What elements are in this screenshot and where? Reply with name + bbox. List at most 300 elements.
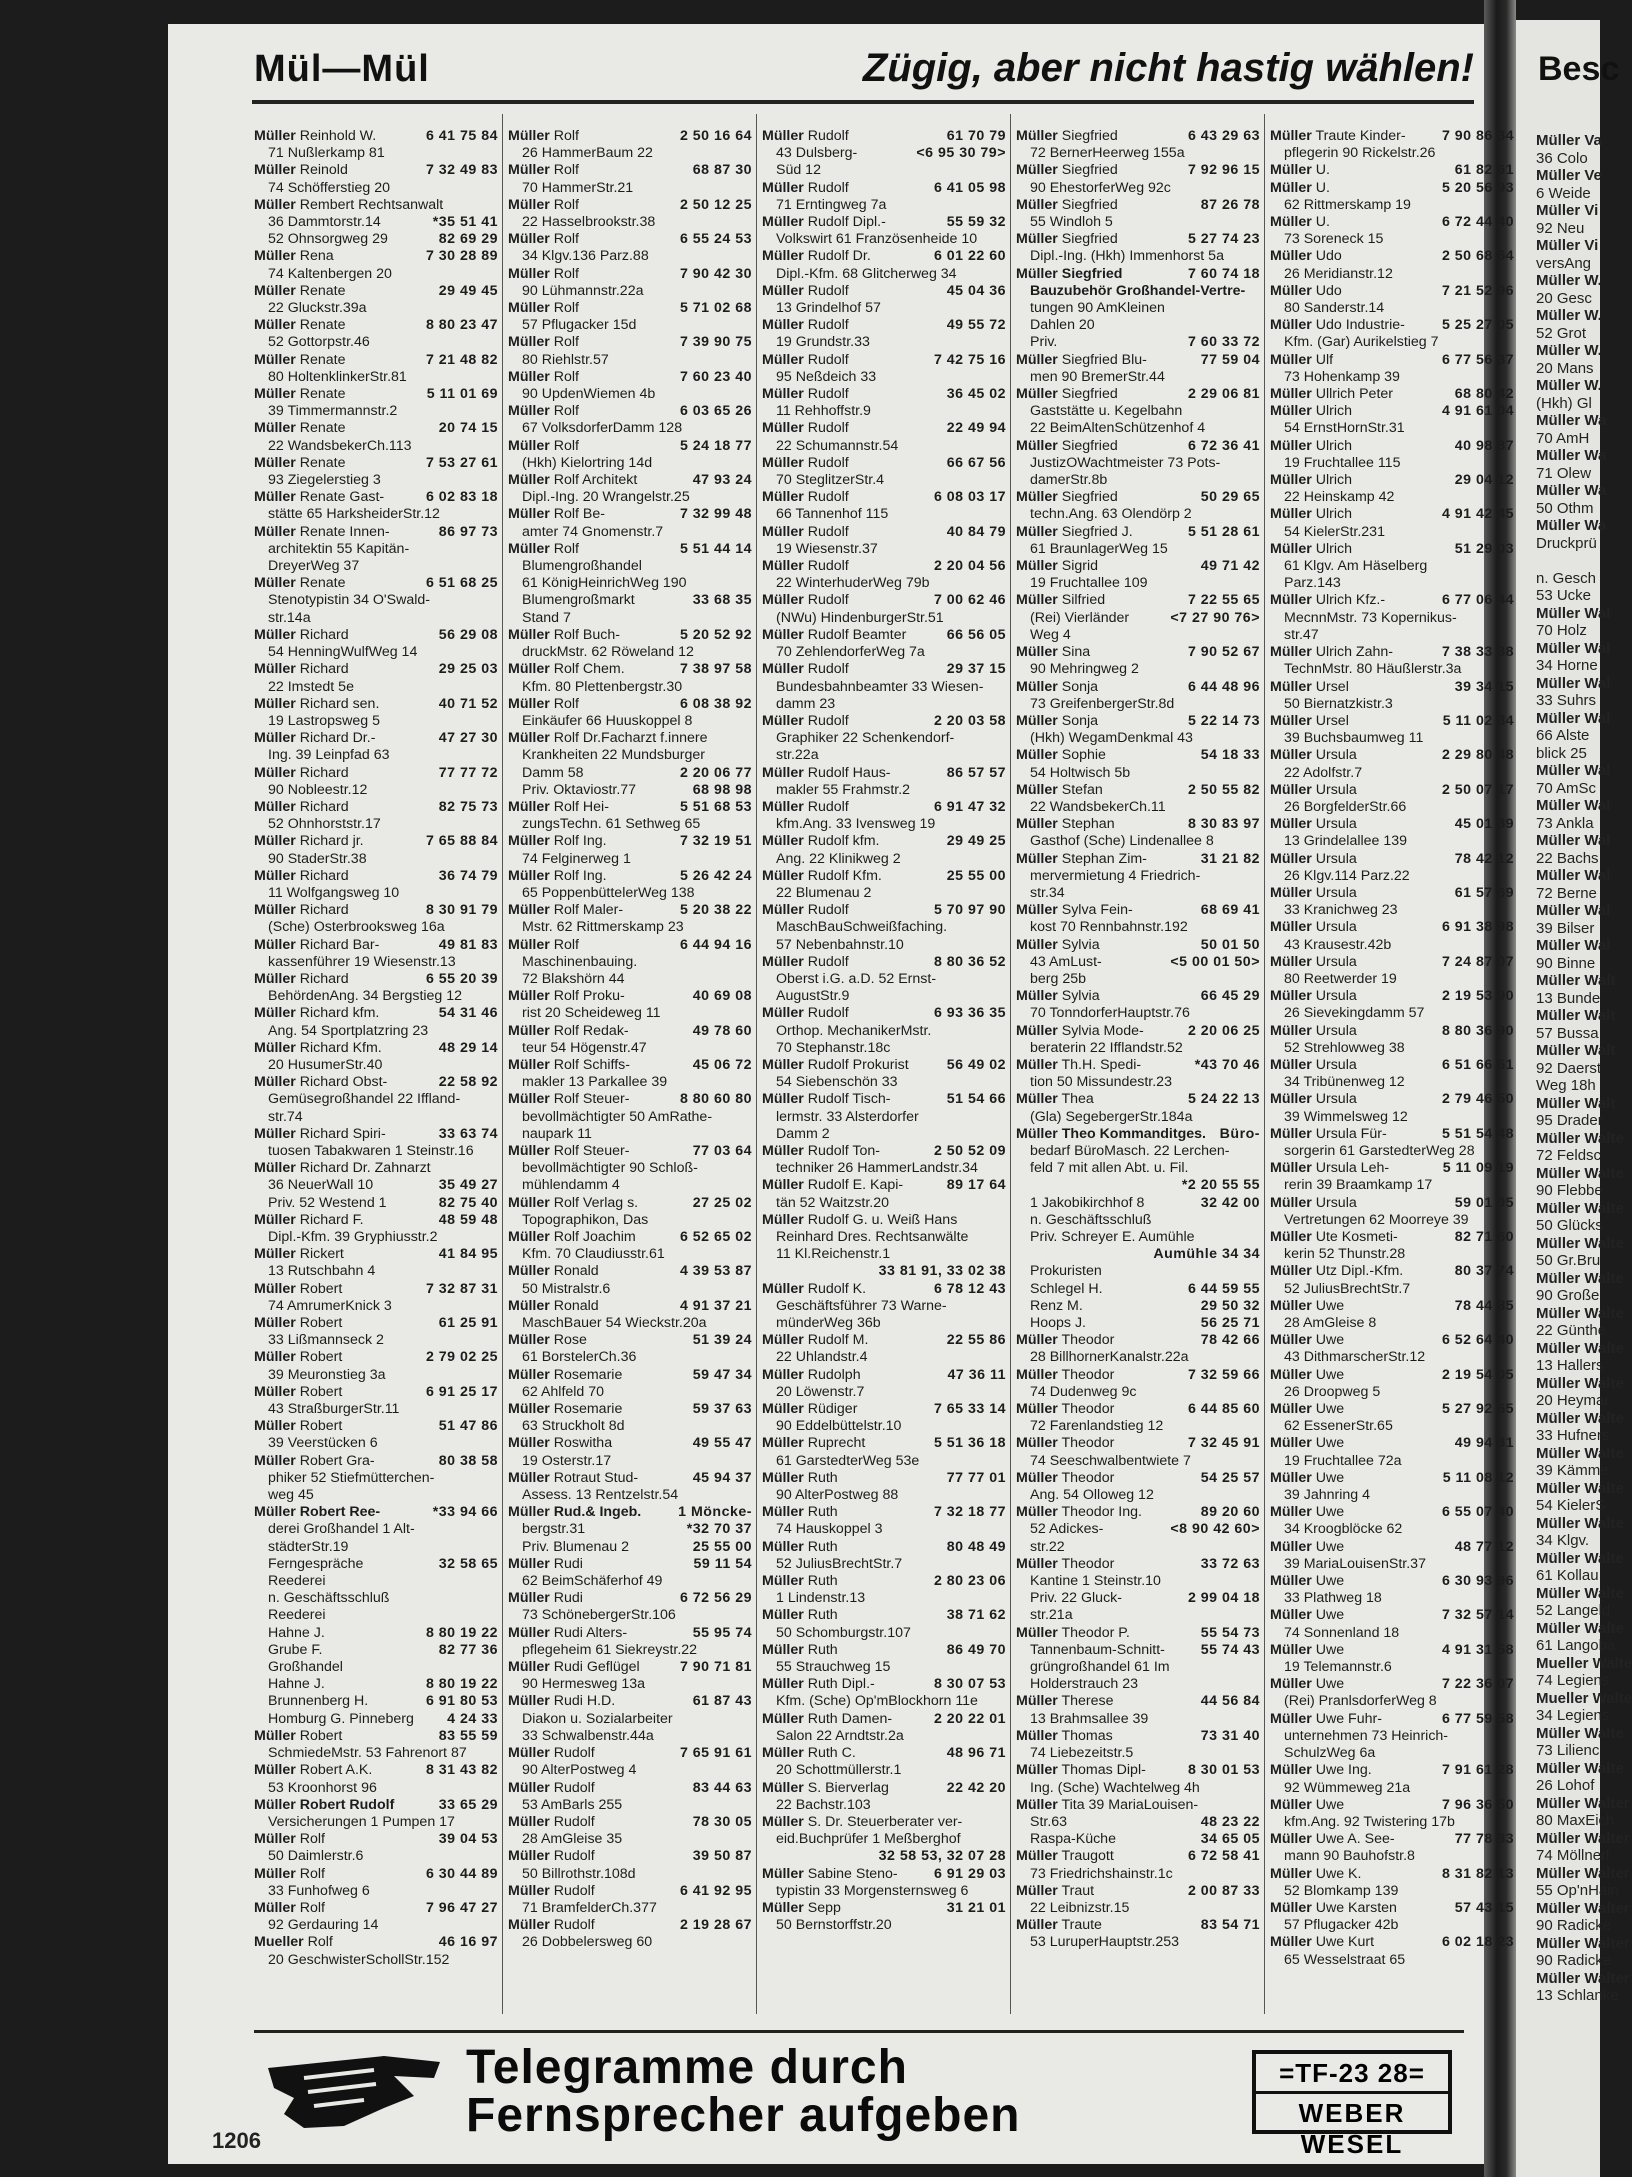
listing-entry [508, 438, 752, 455]
listing-entry [254, 1332, 498, 1349]
phone-number: 2 50 52 09 [933, 1142, 1006, 1159]
surname: Müller [762, 833, 804, 850]
entry-text: Hahne J. [268, 1676, 325, 1693]
surname: Müller [762, 558, 804, 575]
column-divider [756, 114, 757, 2014]
listing-entry [254, 816, 498, 833]
phone-number: 7 32 87 31 [425, 1280, 498, 1297]
entry-text: 39 Wimmelsweg 12 [1284, 1108, 1408, 1125]
entry-text: 74 Seeschwalbentwiete 7 [1030, 1452, 1191, 1469]
entry-text: 19 Grundstr.33 [776, 334, 870, 351]
entry-text: unternehmen 73 Heinrich- [1284, 1727, 1449, 1744]
surname: Müller [762, 420, 804, 437]
phone-number: 7 92 96 15 [1187, 162, 1260, 179]
phone-number: 2 50 12 25 [679, 196, 752, 213]
entry-text: städterStr.19 [268, 1538, 349, 1555]
adjacent-page-line: 54 KielerS [1536, 1497, 1606, 1514]
entry-text: Renate [299, 454, 346, 471]
surname: Müller [1270, 437, 1312, 454]
column-divider [1264, 114, 1265, 2014]
listing-entry [1270, 369, 1514, 386]
entry-text: Theodor [1061, 1435, 1115, 1452]
phone-number: 49 71 42 [1200, 558, 1260, 575]
phone-number: 6 55 07 40 [1441, 1504, 1514, 1521]
listing-entry [1016, 610, 1260, 627]
phone-number: 2 79 02 25 [425, 1349, 498, 1366]
listing-entry [762, 1607, 1006, 1624]
listing-entry [762, 1676, 1006, 1693]
listing-entry [1016, 1539, 1260, 1556]
entry-text: Siegfried [1061, 196, 1118, 213]
entry-text: Robert [299, 1383, 343, 1400]
entry-text: Rolf [553, 936, 579, 953]
listing-entry [1270, 816, 1514, 833]
entry-text: 74 Liebezeitstr.5 [1030, 1745, 1134, 1762]
listing-entry [1270, 420, 1514, 437]
entry-text: Reederei [268, 1573, 326, 1590]
entry-text: 22 BeimAltenSchützenhof 4 [1030, 420, 1206, 437]
entry-text: Rotraut Stud- [553, 1469, 639, 1486]
entry-text: Damm 2 [776, 1125, 830, 1142]
listing-entry [1016, 816, 1260, 833]
surname: Müller [1270, 1297, 1312, 1314]
listing-entry [508, 1521, 752, 1538]
listing-entry [1270, 747, 1514, 764]
phone-number: 6 91 38 98 [1441, 919, 1514, 936]
listing-entry [508, 214, 752, 231]
listing-entry [254, 317, 498, 334]
entry-text: 28 AmGleise 8 [1284, 1315, 1377, 1332]
adjacent-page-line: 70 AmH [1536, 429, 1590, 447]
listing-entry [508, 1831, 752, 1848]
entry-text: Richard [299, 970, 349, 987]
entry-text: Reederei [268, 1607, 326, 1624]
listing-entry [1016, 1453, 1260, 1470]
listing-entry [1016, 1797, 1260, 1814]
entry-text: Ulrich Kfz.- [1315, 592, 1386, 609]
entry-text: Gasthof (Sche) Lindenallee 8 [1030, 833, 1214, 850]
phone-number: 27 25 02 [692, 1194, 752, 1211]
entry-text: 13 Rutschbahn 4 [268, 1263, 376, 1280]
adjacent-page-line: Müller Wal [1536, 762, 1611, 779]
phone-number: 80 48 49 [946, 1538, 1006, 1555]
entry-text: Stenotypistin 34 O'Swald- [268, 592, 431, 609]
surname: Müller [1270, 1160, 1312, 1177]
listing-entry [508, 1091, 752, 1108]
adjacent-page-line: Müller Wal [1536, 604, 1611, 622]
entry-text: Dipl.-Kfm. 68 Glitcherweg 34 [776, 265, 957, 282]
listing-entry [1270, 162, 1514, 179]
listing-entry [762, 1384, 1006, 1401]
entry-text: Uwe K. [1315, 1865, 1362, 1882]
phone-number: 6 72 36 41 [1187, 437, 1260, 454]
listing-entry [1016, 971, 1260, 988]
entry-text: Rudolf Tisch- [807, 1091, 891, 1108]
listing-entry [254, 506, 498, 523]
listing-entry [1016, 1934, 1260, 1951]
entry-text: 70 HammerStr.21 [522, 179, 634, 196]
listing-column-4 [1016, 128, 1260, 1952]
listing-entry [762, 782, 1006, 799]
phone-number: 49 78 60 [692, 1022, 752, 1039]
surname: Müller [508, 1848, 550, 1865]
surname: Müller [254, 902, 296, 919]
entry-text: Renate [299, 351, 346, 368]
entry-text: Rudolf Kfm. [807, 867, 882, 884]
surname: Müller [254, 1280, 296, 1297]
surname: Müller [508, 1882, 550, 1899]
entry-text: Rudolf [807, 317, 849, 334]
entry-text: 92 Gerdauring 14 [268, 1917, 379, 1934]
listing-column-5 [1270, 128, 1514, 1969]
listing-entry [254, 541, 498, 558]
adjacent-page-line: Müller Walte [1536, 1304, 1624, 1322]
entry-text: weg 45 [268, 1487, 314, 1504]
entry-text: Ursula [1315, 988, 1357, 1005]
listing-entry [508, 592, 752, 609]
entry-text [1016, 1177, 1030, 1193]
adjacent-page-line: 90 Radicke [1536, 1952, 1612, 1969]
entry-text: SchulzWeg 6a [1284, 1745, 1376, 1762]
surname: Müller [1270, 1332, 1312, 1349]
listing-entry [762, 1143, 1006, 1160]
entry-text: 20 Löwenstr.7 [776, 1383, 865, 1400]
listing-entry [254, 1728, 498, 1745]
listing-entry [1270, 971, 1514, 988]
adjacent-page-line: 92 Neu [1536, 219, 1585, 237]
listing-entry [508, 1349, 752, 1366]
listing-entry [254, 1126, 498, 1143]
entry-text: MaschBauer 54 Wieckstr.20a [522, 1315, 707, 1332]
adjacent-page-line: Müller Walte [1536, 1724, 1624, 1742]
phone-number: 89 17 64 [946, 1177, 1006, 1194]
entry-text: Ruth [807, 1504, 838, 1521]
entry-text: 11 Kl.Reichenstr.1 [776, 1246, 891, 1263]
listing-entry [1016, 988, 1260, 1005]
listing-entry [1270, 541, 1514, 558]
entry-text: 71 Erntingweg 7a [776, 196, 887, 213]
adjacent-page-line: Müller Walte [1536, 1619, 1624, 1637]
phone-number: 80 37 74 [1454, 1263, 1514, 1280]
entry-text: Rolf Ing. [553, 833, 607, 850]
surname: Müller [508, 902, 550, 919]
listing-entry [1016, 317, 1260, 334]
adjacent-page-line: 13 Bunde [1536, 989, 1601, 1007]
phone-number: 59 11 54 [693, 1555, 752, 1572]
entry-text: Rudolf [807, 712, 849, 729]
phone-number: 86 49 70 [946, 1641, 1006, 1658]
entry-text: 90 Nobleestr.12 [268, 781, 368, 798]
entry-text: Rolf Schiffs- [553, 1056, 630, 1073]
surname: Müller [1270, 1435, 1312, 1452]
listing-entry [1016, 937, 1260, 954]
entry-text: Siegfried [1061, 386, 1118, 403]
phone-number: 8 80 19 22 [425, 1676, 498, 1693]
listing-entry [254, 627, 498, 644]
listing-entry [254, 747, 498, 764]
adjacent-page-line: 20 Gesc [1536, 289, 1592, 307]
listing-entry [508, 1005, 752, 1022]
listing-entry [1270, 1384, 1514, 1401]
entry-text: Udo Industrie- [1315, 317, 1405, 334]
listing-entry [508, 248, 752, 265]
entry-text: Traut [1061, 1882, 1095, 1899]
entry-text: Uwe Fuhr- [1315, 1710, 1382, 1727]
listing-entry [508, 334, 752, 351]
phone-number: 7 32 45 91 [1187, 1435, 1260, 1452]
entry-text: 33 Kranichweg 23 [1284, 902, 1398, 919]
listing-entry [762, 1693, 1006, 1710]
listing-entry [1270, 403, 1514, 420]
entry-text: kassenführer 19 Wiesenstr.13 [268, 953, 456, 970]
entry-text: Rolf [553, 403, 579, 420]
listing-entry [1016, 541, 1260, 558]
listing-entry [1270, 300, 1514, 317]
entry-text: derei Großhandel 1 Alt- [268, 1521, 415, 1538]
listing-entry [1270, 1487, 1514, 1504]
listing-entry [254, 1023, 498, 1040]
entry-text: 26 Meridianstr.12 [1284, 265, 1393, 282]
adjacent-page-line: Müller Wa [1536, 412, 1607, 429]
listing-entry [508, 489, 752, 506]
entry-text: lermstr. 33 Alsterdorfer [776, 1108, 919, 1125]
entry-text: 28 BillhornerKanalstr.22a [1030, 1349, 1189, 1366]
phone-number: 6 91 29 03 [933, 1865, 1006, 1882]
phone-number: 7 60 33 72 [1187, 334, 1260, 351]
entry-text: 61 Klgv. Am Häselberg [1284, 558, 1428, 575]
surname: Müller [1016, 1091, 1058, 1108]
entry-text: Uwe Ing. [1315, 1762, 1372, 1779]
entry-text: Rolf Verlag s. [553, 1194, 639, 1211]
listing-entry [762, 1814, 1006, 1831]
entry-text: Richard Dr.- [299, 730, 376, 747]
surname: Müller [254, 489, 296, 506]
listing-entry [508, 386, 752, 403]
adjacent-page-line: Müller Va [1536, 132, 1602, 149]
adjacent-page-line: 73 Ankla [1536, 814, 1594, 832]
entry-text: 57 Pflugacker 15d [522, 317, 637, 334]
listing-entry [254, 713, 498, 730]
phone-number: 82 75 40 [438, 1194, 498, 1211]
phone-number: 6 77 59 58 [1441, 1710, 1514, 1727]
listing-entry [1270, 266, 1514, 283]
listing-entry [1270, 919, 1514, 936]
listing-entry [1016, 455, 1260, 472]
adjacent-page-line: 70 AmSc [1536, 779, 1597, 797]
entry-text: 65 Wesselstraat 65 [1284, 1951, 1406, 1968]
surname: Müller [508, 334, 550, 351]
listing-entry [508, 765, 752, 782]
entry-text: Rolf Maler- [553, 902, 624, 919]
entry-text: Renz M. [1030, 1297, 1083, 1314]
surname: Müller [762, 523, 804, 540]
listing-entry [1270, 1126, 1514, 1143]
listing-entry [254, 489, 498, 506]
listing-entry [1270, 128, 1514, 145]
surname: Müller [254, 661, 296, 678]
listing-entry [1016, 1728, 1260, 1745]
surname: Müller [762, 179, 804, 196]
entry-text: Ronald [553, 1263, 599, 1280]
entry-text: Rolf [553, 196, 579, 213]
surname: Müller [1270, 1831, 1312, 1848]
entry-text: Richard kfm. [299, 1005, 380, 1022]
listing-entry [762, 1521, 1006, 1538]
listing-entry [508, 1040, 752, 1057]
listing-entry [254, 1745, 498, 1762]
listing-entry [762, 1900, 1006, 1917]
entry-text: Rudi [553, 1555, 583, 1572]
entry-text: Ulrich [1315, 540, 1352, 557]
surname: Müller [508, 1813, 550, 1830]
surname: Müller [254, 833, 296, 850]
entry-text: berg 25b [1030, 970, 1087, 987]
entry-text: Ang. 54 Olloweg 12 [1030, 1487, 1154, 1504]
surname: Müller [762, 1056, 804, 1073]
surname: Müller [762, 1280, 804, 1297]
listing-entry [254, 954, 498, 971]
entry-text: Udo [1315, 282, 1342, 299]
listing-entry [508, 1470, 752, 1487]
entry-text: Rudolf [807, 523, 849, 540]
entry-text: Rudolf [807, 661, 849, 678]
surname: Müller [762, 867, 804, 884]
entry-text [762, 1263, 776, 1279]
listing-entry [254, 1453, 498, 1470]
listing-entry [1016, 868, 1260, 885]
phone-number: 59 37 63 [692, 1401, 752, 1418]
surname: Müller [508, 506, 550, 523]
listing-entry [762, 1745, 1006, 1762]
listing-entry [1016, 145, 1260, 162]
surname: Müller [1016, 988, 1058, 1005]
listing-column-1 [254, 128, 498, 1969]
entry-text: Ruth Damen- [807, 1710, 893, 1727]
surname: Müller [762, 1366, 804, 1383]
entry-text: 43 Dulsberg- [776, 145, 858, 162]
surname: Müller [254, 730, 296, 747]
entry-text: (Rei) Vierländer [1030, 609, 1130, 626]
entry-text: 39 MariaLouisenStr.37 [1284, 1555, 1426, 1572]
entry-text: 54 KielerStr.231 [1284, 523, 1385, 540]
listing-entry [1016, 782, 1260, 799]
listing-entry [1016, 1212, 1260, 1229]
entry-text: Ursula [1315, 1022, 1357, 1039]
adjacent-page-column [1536, 132, 1632, 2005]
listing-entry [762, 1487, 1006, 1504]
listing-entry [508, 266, 752, 283]
entry-text: 52 Strehlowweg 38 [1284, 1039, 1405, 1056]
adjacent-page-line: 52 Langeld [1536, 1602, 1611, 1619]
listing-entry [1270, 1349, 1514, 1366]
entry-text: Thea [1061, 1091, 1094, 1108]
entry-text: Ursula [1315, 919, 1357, 936]
surname: Müller [508, 1022, 550, 1039]
adjacent-page-line: 53 Ucke [1536, 587, 1592, 604]
entry-text: Dahlen 20 [1030, 317, 1095, 334]
surname: Müller [762, 661, 804, 678]
listing-entry [762, 1728, 1006, 1745]
listing-entry [508, 1625, 752, 1642]
phone-number: 55 59 32 [946, 214, 1006, 231]
entry-text: phiker 52 Stiefmütterchen- [268, 1469, 435, 1486]
entry-text: Dipl.-Ing. (Hkh) Immenhorst 5a [1030, 248, 1224, 265]
listing-entry [762, 1435, 1006, 1452]
phone-number: 5 11 02 84 [1442, 712, 1514, 729]
surname: Müller [1016, 1125, 1058, 1142]
listing-entry [1016, 1418, 1260, 1435]
surname: Müller [254, 1160, 296, 1177]
listing-entry [508, 1762, 752, 1779]
listing-entry [508, 1023, 752, 1040]
listing-entry [254, 1642, 498, 1659]
phone-number: 32 42 00 [1200, 1194, 1260, 1211]
surname: Müller [762, 214, 804, 231]
phone-number: 33 65 29 [438, 1796, 498, 1813]
listing-entry [1270, 1418, 1514, 1435]
entry-text: Ferngespräche [268, 1555, 364, 1572]
phone-number: 45 04 36 [946, 282, 1006, 299]
listing-entry [1270, 1676, 1514, 1693]
listing-entry [508, 180, 752, 197]
listing-entry [508, 971, 752, 988]
entry-text: münderWeg 36b [776, 1315, 881, 1332]
phone-number: 6 44 94 16 [679, 936, 752, 953]
entry-text: Großhandel [268, 1659, 343, 1676]
entry-text: Rolf Steuer- [553, 1142, 630, 1159]
listing-entry [508, 1453, 752, 1470]
adjacent-page-line: 34 Legiens [1536, 1707, 1610, 1724]
surname: Müller [508, 162, 550, 179]
listing-entry [1016, 1281, 1260, 1298]
phone-number: 7 32 19 51 [679, 833, 752, 850]
phone-number: 8 30 91 79 [425, 902, 498, 919]
listing-entry [1270, 1177, 1514, 1194]
surname: Müller [1016, 1727, 1058, 1744]
entry-text: 65 PoppenbüttelerWeg 138 [522, 884, 695, 901]
surname: Müller [1270, 1056, 1312, 1073]
surname: Müller [1270, 1762, 1312, 1779]
listing-entry [254, 162, 498, 179]
entry-text: Hahne J. [268, 1624, 325, 1641]
listing-entry [254, 592, 498, 609]
entry-text: 52 Gottorpstr.46 [268, 334, 370, 351]
entry-text: Siegfried [1061, 128, 1118, 144]
listing-entry [762, 489, 1006, 506]
surname: Müller [762, 489, 804, 506]
entry-text: Rolf [553, 368, 579, 385]
listing-entry [1270, 386, 1514, 403]
listing-entry [762, 1057, 1006, 1074]
listing-entry [1016, 765, 1260, 782]
phone-number: 5 71 02 68 [679, 300, 752, 317]
listing-entry [1270, 1023, 1514, 1040]
listing-entry [1016, 1693, 1260, 1710]
phone-number: 4 91 61 04 [1441, 403, 1514, 420]
surname: Müller [1016, 128, 1058, 144]
phone-number: 54 18 33 [1200, 747, 1260, 764]
entry-text: Siegfried J. [1061, 523, 1133, 540]
entry-text: Richard Obst- [299, 1074, 388, 1091]
phone-number: 47 27 30 [438, 730, 498, 747]
listing-entry [1016, 575, 1260, 592]
entry-text: 66 Tannenhof 115 [776, 506, 889, 523]
surname: Müller [1270, 781, 1312, 798]
listing-entry [508, 1573, 752, 1590]
entry-text: Rolf [553, 437, 579, 454]
phone-number: 2 19 28 67 [679, 1917, 752, 1934]
phone-number: 36 45 02 [946, 386, 1006, 403]
